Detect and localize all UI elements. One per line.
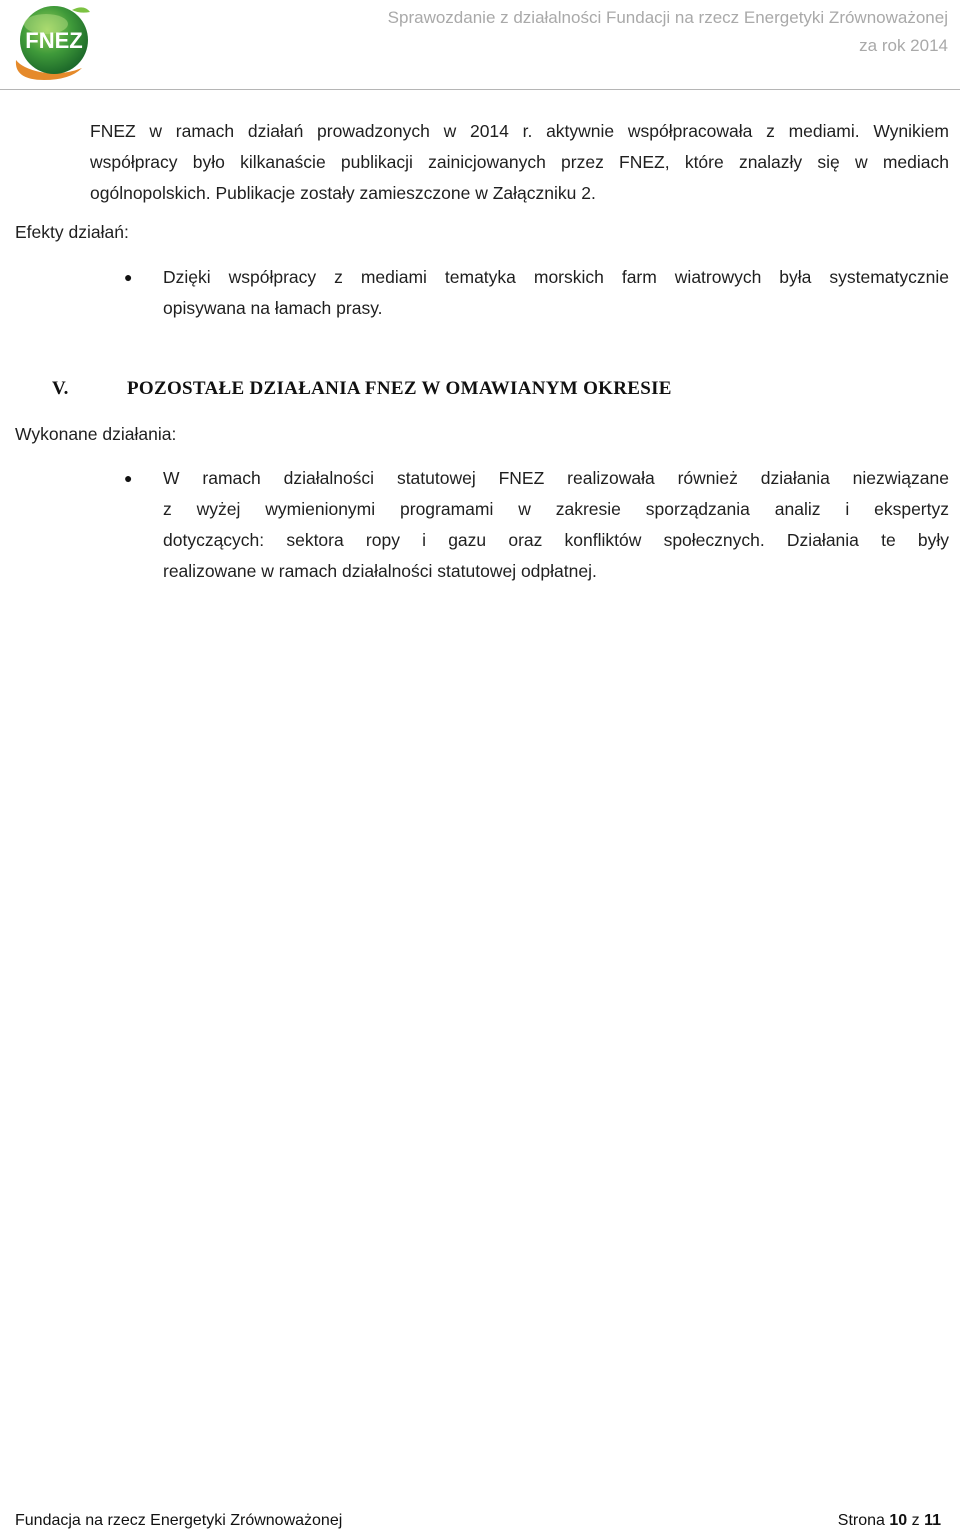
fnez-logo	[10, 2, 94, 86]
page-word: Strona	[837, 1512, 885, 1529]
section-bullet	[163, 463, 949, 587]
header-divider	[0, 89, 960, 90]
page-header	[0, 0, 960, 92]
bullet-marker: ●	[124, 269, 133, 285]
document-title	[388, 4, 948, 60]
page-current: 10	[889, 1512, 908, 1529]
bullet-line: z wyżej wymienionymi programami w zakresie sporządzania analiz i ekspertyz	[163, 499, 949, 519]
intro-line: ogólnopolskich. Publikacje zostały zamieszczone w Załączniku 2.	[90, 183, 596, 203]
bullet-line: Dzięki współpracy z mediami tematyka morskich farm wiatrowych była systematycznie	[163, 267, 949, 287]
document-title-line1: Sprawozdanie z działalności Fundacji na rzecz Energetyki Zrównoważonej	[387, 8, 948, 27]
intro-line: FNEZ w ramach działań prowadzonych w 2014 r. aktywnie współpracowała z mediami. Wynikiem	[90, 121, 949, 141]
logo-text: FNEZ	[25, 28, 83, 53]
section-number: V.	[52, 378, 69, 399]
page-number	[838, 1512, 941, 1530]
bullet-line: dotyczących: sektora ropy i gazu oraz konfliktów społecznych. Działania te były	[163, 530, 949, 550]
bullet-line: opisywana na łamach prasy.	[163, 298, 383, 318]
footer-organization: Fundacja na rzecz Energetyki Zrównoważonej	[15, 1512, 343, 1529]
bullet-line: W ramach działalności statutowej FNEZ realizowała również działania niezwiązane	[163, 468, 949, 488]
effects-label: Efekty działań:	[15, 222, 129, 242]
intro-line: współpracy było kilkanaście publikacji zainicjowanych przez FNEZ, które znalazły się w mediach	[90, 152, 949, 172]
performed-actions-label: Wykonane działania:	[15, 424, 177, 444]
page-total: 11	[924, 1512, 941, 1529]
section-title: POZOSTAŁE DZIAŁANIA FNEZ W OMAWIANYM OKRESIE	[127, 378, 672, 399]
document-title-line2: za rok 2014	[859, 36, 948, 55]
bullet-marker: ●	[124, 470, 133, 486]
bullet-line: realizowane w ramach działalności statutowej odpłatnej.	[163, 561, 597, 581]
intro-paragraph	[90, 116, 949, 209]
effects-bullet	[163, 262, 949, 324]
section-heading	[52, 378, 672, 400]
page-separator: z	[911, 1512, 920, 1529]
